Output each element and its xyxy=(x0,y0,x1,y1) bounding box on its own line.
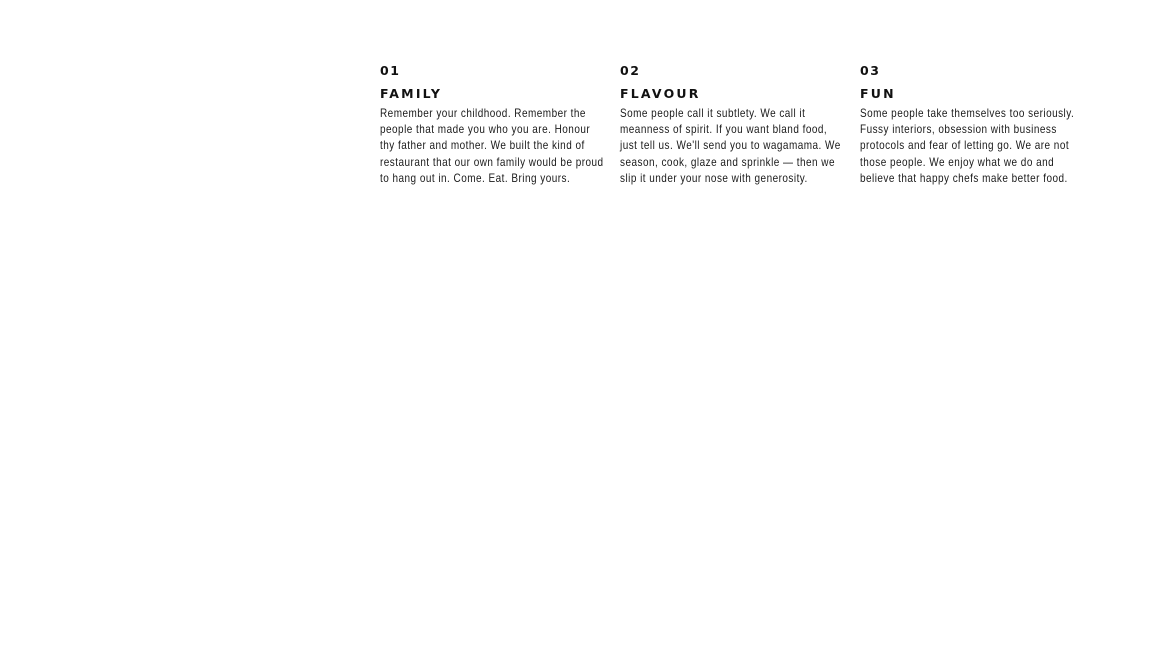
value-title: FUN xyxy=(860,86,896,101)
value-column-family xyxy=(380,62,606,187)
value-title: FAMILY xyxy=(380,86,443,101)
value-column-flavour xyxy=(620,62,846,187)
value-description: Some people call it subtlety. We call it meanness of spirit. If you want bland food, just tell us. We'll send you to wagamama. We season, cook, glaze and sprinkle — then we slip it under your nose with generosity. xyxy=(620,107,841,185)
value-description: Some people take themselves too seriously. Fussy interiors, obsession with business protocols and fear of letting go. We are not those people. We enjoy what we do and believe that happy chefs make better food. xyxy=(860,107,1075,185)
value-number: 02 xyxy=(620,63,641,78)
value-number: 03 xyxy=(860,63,881,78)
value-title: FLAVOUR xyxy=(620,86,701,101)
value-number: 01 xyxy=(380,63,401,78)
value-column-fun xyxy=(860,62,1086,187)
value-description: Remember your childhood. Remember the people that made you who you are. Honour thy father and mother. We built the kind of restaurant that our own family would be proud to hang out in. Come. Eat. Bring yours. xyxy=(380,107,604,185)
